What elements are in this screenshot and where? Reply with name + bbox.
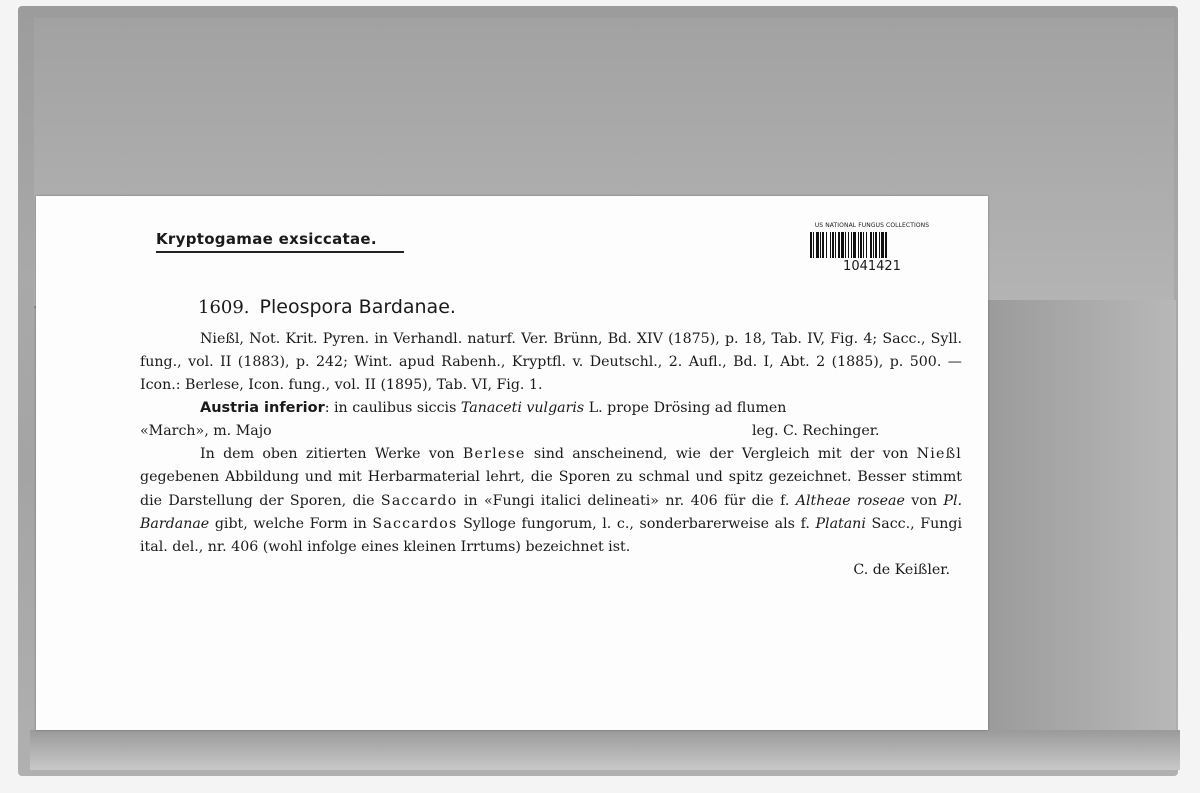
barcode-bar — [832, 232, 834, 258]
barcode-bar — [826, 232, 827, 258]
barcode-bar — [841, 232, 844, 258]
barcode-bar — [858, 232, 859, 258]
envelope-side — [980, 300, 1176, 770]
note-taxon: Pl. Bardanae — [140, 492, 962, 532]
envelope-bottom-edge — [30, 730, 1180, 770]
barcode-bar — [813, 232, 814, 258]
barcode-bar — [835, 232, 836, 258]
barcode-bar — [851, 232, 852, 258]
locality-text: : in caulibus siccis — [324, 400, 461, 417]
barcode-bar — [848, 232, 849, 258]
specimen-label — [36, 196, 988, 730]
barcode-bar — [873, 232, 874, 258]
locality-region: Austria inferior — [200, 400, 325, 417]
note-text: In dem oben zitierten Werke von — [200, 446, 463, 463]
species-title — [198, 296, 456, 318]
note — [140, 443, 962, 558]
note-name: Berlese — [462, 446, 526, 463]
note-taxon: Altheae roseae — [795, 492, 905, 509]
barcode-bar — [820, 232, 821, 258]
note-text: Sylloge fungorum, l. c., sonderbarerweise als f. — [457, 515, 816, 532]
note-text: von — [904, 492, 944, 509]
barcode-bar — [879, 232, 880, 258]
host-name: Tanaceti vulgaris — [460, 400, 585, 417]
references: Nießl, Not. Krit. Pyren. in Verhandl. naturf. Ver. Brünn, Bd. XIV (1875), p. 18, Tab. IV, Fig. 4; Sacc., Syll. fung., vol. II (1883), p. 242; Wint. apud Rabenh., Kryptfl. v. Deutschl., 2. Aufl., Bd. I, Abt. 2 (1885), p. 500. — Icon.: Berlese, Icon. fung., vol. II (1895), Tab. VI, Fig. 1. — [140, 331, 962, 394]
series-header: Kryptogamae exsiccatae. — [156, 230, 404, 253]
barcode-icon — [808, 232, 936, 258]
barcode-block — [806, 222, 938, 274]
barcode-bar — [816, 232, 819, 258]
locality-date: «March», m. Majo — [140, 423, 272, 440]
barcode-bar — [853, 232, 856, 258]
note-text: gegebenen Abbildung und mit Herbarmaterial lehrt, die Sporen zu schmal und spitz gezeichnet. Besser stimmt die Darstellung der Sporen, die — [140, 469, 962, 509]
barcode-bar — [885, 232, 887, 258]
barcode-bar — [881, 232, 884, 258]
barcode-number: 1041421 — [843, 259, 901, 274]
locality — [140, 397, 962, 420]
note-name: Saccardos — [372, 515, 458, 532]
barcode-bar — [866, 232, 867, 258]
barcode-bar — [845, 232, 846, 258]
note-name: Saccardo — [380, 492, 458, 509]
note-name: Nießl — [916, 446, 963, 463]
barcode-caption: US NATIONAL FUNGUS COLLECTIONS — [814, 222, 930, 229]
locality-collector-row — [140, 420, 962, 443]
collector: leg. C. Rechinger. — [752, 423, 880, 440]
barcode-bar — [875, 232, 877, 258]
barcode-bar — [810, 232, 812, 258]
barcode-bar — [870, 232, 872, 258]
exsiccata-number: 1609. — [198, 297, 250, 318]
author: C. de Keißler. — [853, 561, 950, 578]
barcode-bar — [822, 232, 824, 258]
note-text: sind anscheinend, wie der Vergleich mit der von — [525, 446, 917, 463]
barcode-bar — [830, 232, 831, 258]
locality-text: L. prope Drösing ad flumen — [584, 400, 787, 417]
barcode-bar — [860, 232, 862, 258]
label-body — [140, 328, 962, 582]
barcode-bar — [838, 232, 840, 258]
species-name: Pleospora Bardanae. — [259, 296, 456, 318]
note-text: Sacc., Fungi ital. del., nr. 406 (wohl infolge eines kleinen Irrtums) bezeichnet ist. — [140, 515, 962, 555]
barcode-bar — [863, 232, 864, 258]
note-text: gibt, welche Form in — [209, 515, 373, 532]
note-text: in «Fungi italici delineati» nr. 406 für die f. — [457, 492, 796, 509]
note-taxon: Platani — [815, 515, 866, 532]
